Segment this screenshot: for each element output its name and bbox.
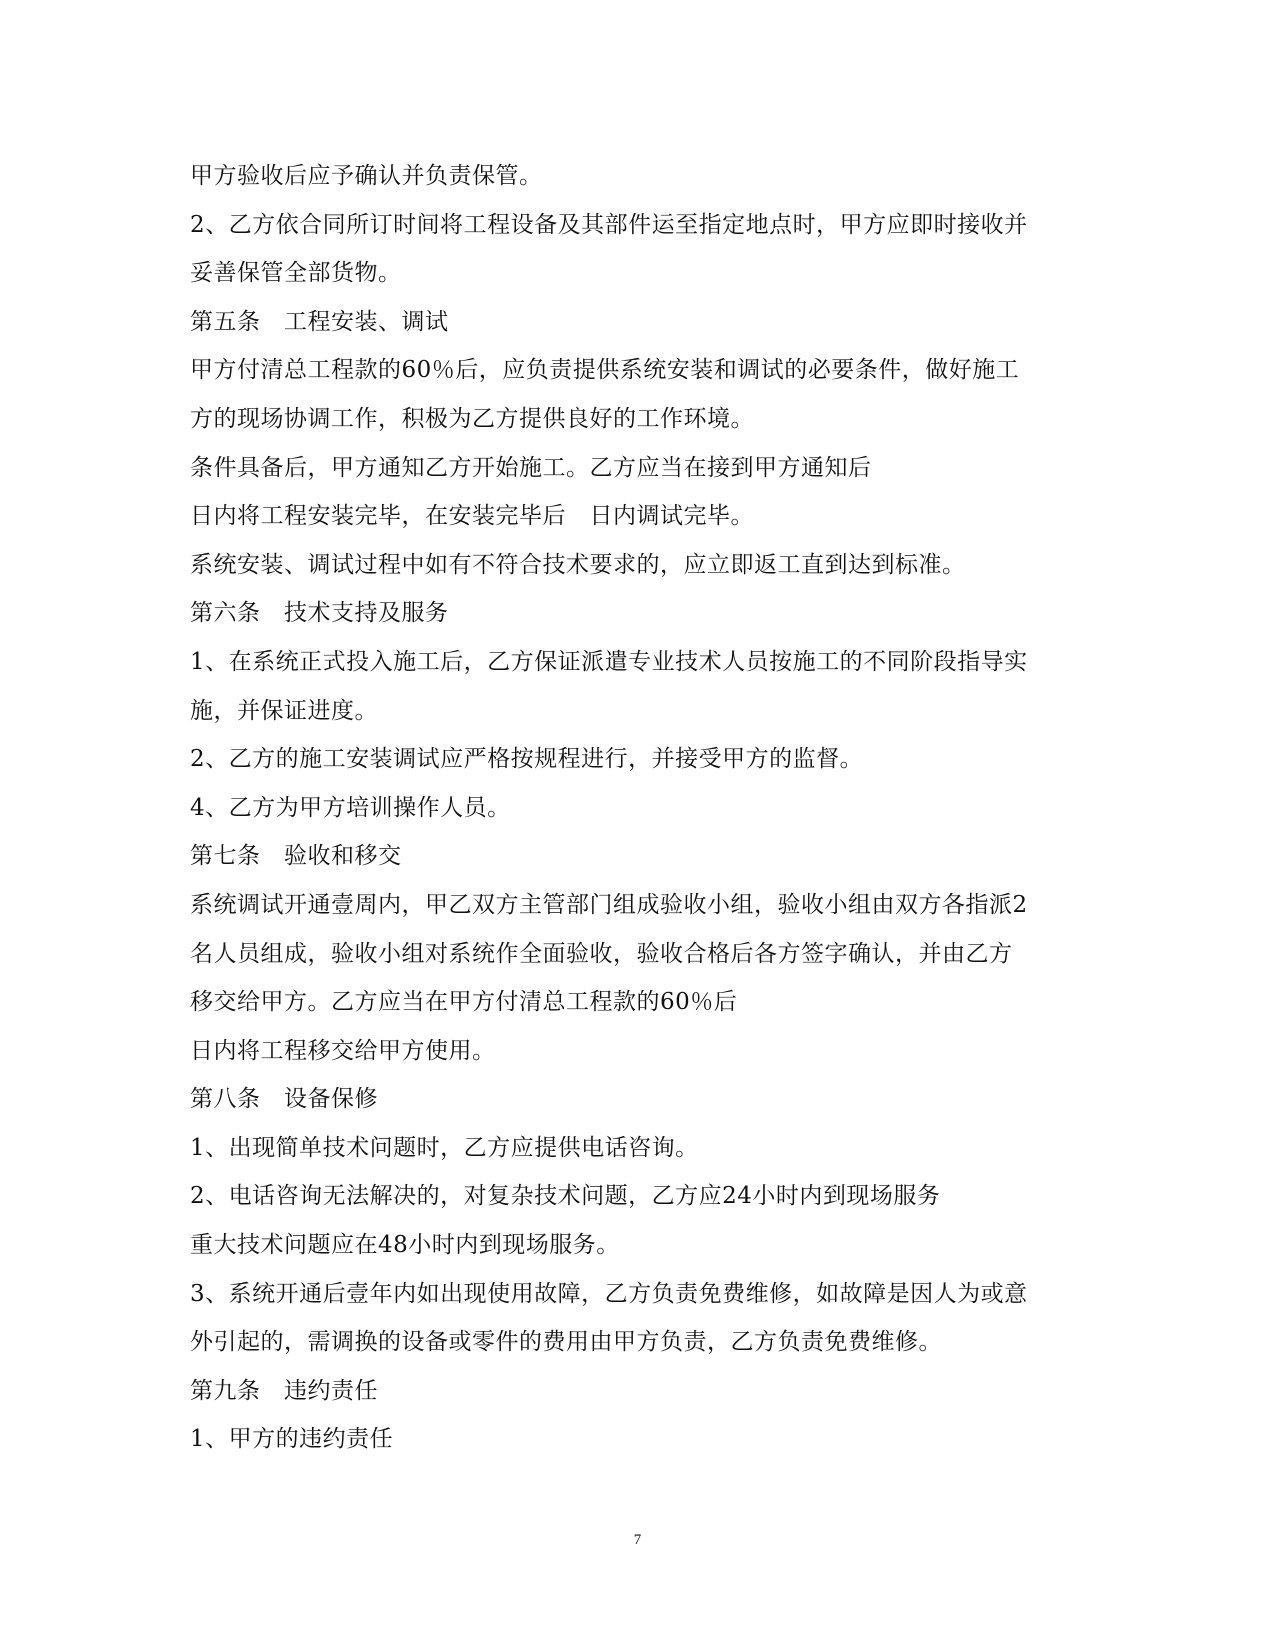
section-heading: 第六条 技术支持及服务	[190, 600, 449, 627]
text-line: 施，并保证进度。	[190, 697, 378, 724]
text-line: 移交给甲方。乙方应当在甲方付清总工程款的60％后	[190, 989, 738, 1016]
text-line: 2、乙方的施工安装调试应严格按规程进行，并接受甲方的监督。	[190, 746, 864, 773]
text-line: 3、系统开通后壹年内如出现使用故障，乙方负责免费维修，如故障是因人为或意	[190, 1280, 1028, 1307]
text-line: 日内将工程安装完毕，在安装完毕后 日内调试完毕。	[190, 503, 754, 530]
text-line: 甲方付清总工程款的60％后，应负责提供系统安装和调试的必要条件，做好施工	[190, 357, 1020, 384]
text-line: 日内将工程移交给甲方使用。	[190, 1037, 496, 1064]
section-heading: 第八条 设备保修	[190, 1086, 378, 1113]
text-line: 1、出现简单技术问题时，乙方应提供电话咨询。	[190, 1134, 699, 1161]
document-body	[190, 152, 1090, 1464]
text-line: 4、乙方为甲方培训操作人员。	[190, 794, 511, 821]
text-line: 条件具备后，甲方通知乙方开始施工。乙方应当在接到甲方通知后	[190, 454, 872, 481]
text-line: 重大技术问题应在48小时内到现场服务。	[190, 1232, 620, 1259]
page-number: 7	[633, 1532, 642, 1548]
text-line: 甲方验收后应予确认并负责保管。	[190, 163, 543, 189]
text-line: 2、乙方依合同所订时间将工程设备及其部件运至指定地点时，甲方应即时接收并	[190, 211, 1028, 238]
text-line: 1、在系统正式投入施工后，乙方保证派遣专业技术人员按施工的不同阶段指导实	[190, 648, 1028, 675]
text-line: 名人员组成，验收小组对系统作全面验收，验收合格后各方签字确认，并由乙方	[190, 940, 1013, 967]
section-heading: 第五条 工程安装、调试	[190, 308, 449, 335]
text-line: 系统安装、调试过程中如有不符合技术要求的，应立即返工直到达到标准。	[190, 551, 966, 578]
text-line: 2、电话咨询无法解决的，对复杂技术问题，乙方应24小时内到现场服务	[190, 1183, 941, 1210]
text-line: 外引起的，需调换的设备或零件的费用由甲方负责，乙方负责免费维修。	[190, 1329, 942, 1356]
section-heading: 第七条 验收和移交	[190, 843, 402, 870]
text-line: 方的现场协调工作，积极为乙方提供良好的工作环境。	[190, 405, 754, 432]
text-line: 1、甲方的违约责任	[190, 1426, 394, 1453]
text-line: 妥善保管全部货物。	[190, 260, 402, 287]
text-line: 系统调试开通壹周内，甲乙双方主管部门组成验收小组，验收小组由双方各指派2	[190, 891, 1028, 918]
section-heading: 第九条 违约责任	[190, 1377, 378, 1404]
